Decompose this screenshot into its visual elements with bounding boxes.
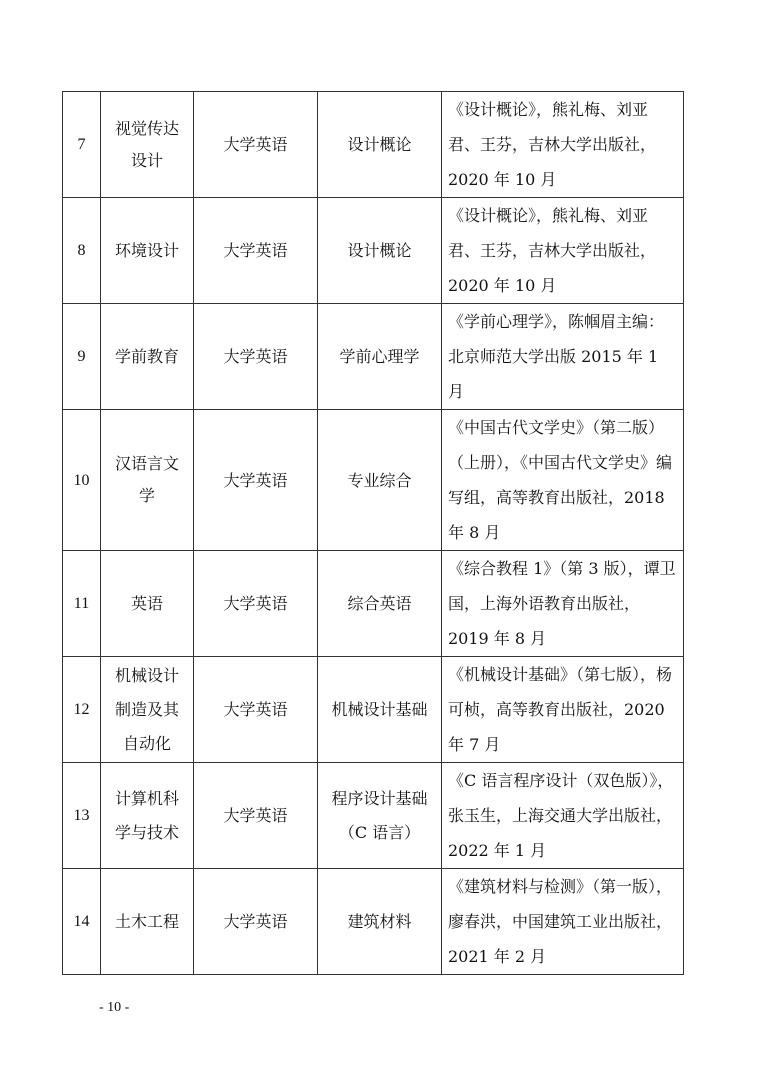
exam-subject-2-cell <box>318 763 442 869</box>
major-name: 汉语言文学 <box>114 454 179 505</box>
table-row <box>63 657 684 763</box>
major-name: 机械设计制造及其自动化 <box>114 665 179 753</box>
reference-book: 《中国古代文学史》（第二版）（上册），《中国古代文学史》编写组，高等教育出版社，2018 年 8 月 <box>442 410 684 551</box>
major-name: 学前教育 <box>101 304 194 410</box>
exam-subject-1: 大学英语 <box>194 92 318 198</box>
page-number: - 10 - <box>99 1000 130 1015</box>
exam-subject-1: 大学英语 <box>194 410 318 551</box>
major-name: 土木工程 <box>101 869 194 975</box>
row-number: 14 <box>63 869 101 975</box>
exam-subject-2: 设计概论 <box>318 198 442 304</box>
exam-subject-2: 机械设计基础 <box>318 657 442 763</box>
row-number: 12 <box>63 657 101 763</box>
syllabus-table <box>62 91 684 975</box>
major-cell <box>101 92 194 198</box>
major-cell <box>101 657 194 763</box>
table-row <box>63 763 684 869</box>
reference-book: 《设计概论》，熊礼梅、刘亚君、王芬，吉林大学出版社，2020 年 10 月 <box>442 92 684 198</box>
major-name: 英语 <box>101 551 194 657</box>
exam-subject-2: 专业综合 <box>318 410 442 551</box>
reference-book: 《设计概论》，熊礼梅、刘亚君、王芬，吉林大学出版社，2020 年 10 月 <box>442 198 684 304</box>
reference-book: 《建筑材料与检测》（第一版），廖春洪，中国建筑工业出版社，2021 年 2 月 <box>442 869 684 975</box>
table-row <box>63 551 684 657</box>
exam-subject-1: 大学英语 <box>194 198 318 304</box>
row-number: 11 <box>63 551 101 657</box>
exam-subject-2: 综合英语 <box>318 551 442 657</box>
major-cell <box>101 763 194 869</box>
row-number: 13 <box>63 763 101 869</box>
exam-subject-1: 大学英语 <box>194 763 318 869</box>
exam-subject-2: 建筑材料 <box>318 869 442 975</box>
exam-subject-2: 学前心理学 <box>318 304 442 410</box>
exam-subject-1: 大学英语 <box>194 304 318 410</box>
exam-subject-2: 程序设计基础（C 语言） <box>331 788 428 842</box>
row-number: 7 <box>63 92 101 198</box>
table-row <box>63 410 684 551</box>
major-cell <box>101 410 194 551</box>
major-name: 计算机科学与技术 <box>114 788 179 842</box>
row-number: 8 <box>63 198 101 304</box>
table-row <box>63 92 684 198</box>
exam-subject-1: 大学英语 <box>194 551 318 657</box>
major-name: 视觉传达设计 <box>114 118 179 170</box>
row-number: 9 <box>63 304 101 410</box>
exam-subject-1: 大学英语 <box>194 657 318 763</box>
table-row <box>63 198 684 304</box>
reference-book: 《C 语言程序设计（双色版）》，张玉生，上海交通大学出版社，2022 年 1 月 <box>442 763 684 869</box>
table-row <box>63 304 684 410</box>
reference-book: 《综合教程 1》（第 3 版），谭卫国，上海外语教育出版社，2019 年 8 月 <box>442 551 684 657</box>
reference-book: 《机械设计基础》（第七版），杨可桢，高等教育出版社，2020 年 7 月 <box>442 657 684 763</box>
reference-book: 《学前心理学》，陈帼眉主编：北京师范大学出版 2015 年 1 月 <box>442 304 684 410</box>
exam-subject-2: 设计概论 <box>318 92 442 198</box>
major-name: 环境设计 <box>101 198 194 304</box>
row-number: 10 <box>63 410 101 551</box>
table-row <box>63 869 684 975</box>
exam-subject-1: 大学英语 <box>194 869 318 975</box>
